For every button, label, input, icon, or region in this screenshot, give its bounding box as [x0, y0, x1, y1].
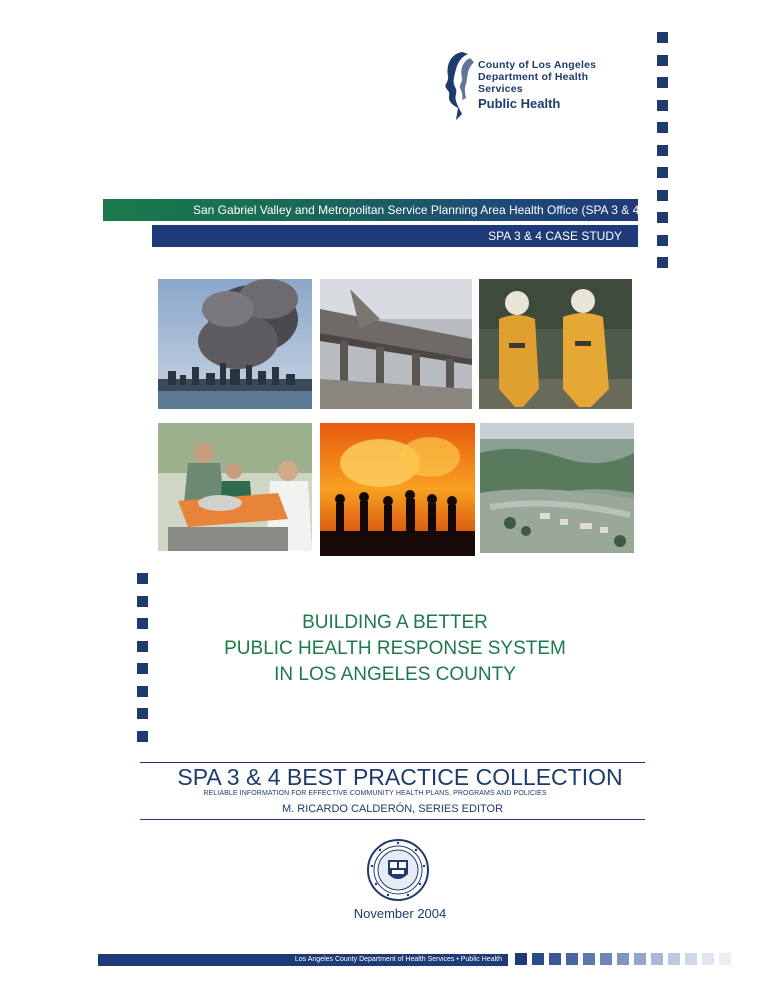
top-rule	[140, 762, 645, 763]
footer-square	[549, 953, 561, 965]
footer-square	[532, 953, 544, 965]
photo-wildfire	[320, 423, 475, 556]
title-line-3: IN LOS ANGELES COUNTY	[274, 664, 516, 685]
series-editor: M. RICARDO CALDERÓN, SERIES EDITOR	[281, 803, 504, 815]
collection-subtitle: RELIABLE INFORMATION FOR EFFECTIVE COMMUNITY HEALTH PLANS, PROGRAMS AND POLICIES	[203, 790, 547, 797]
decor-square	[657, 145, 668, 156]
footer-square	[651, 953, 663, 965]
photo-city-smoke	[158, 279, 312, 409]
decor-square	[657, 55, 668, 66]
case-study-banner: SPA 3 & 4 CASE STUDY	[152, 225, 638, 247]
footer-square	[702, 953, 714, 965]
footer-square	[685, 953, 697, 965]
decor-square	[657, 122, 668, 133]
logo-public-health-text: Public Health	[478, 96, 561, 112]
dhs-logo	[440, 48, 630, 122]
decor-square	[657, 212, 668, 223]
photo-collapsed-freeway	[320, 279, 472, 409]
footer-square	[583, 953, 595, 965]
decor-square	[657, 190, 668, 201]
footer-text: Los Angeles County Department of Health Services • Public Health	[294, 956, 502, 963]
publication-date: November 2004	[353, 906, 447, 921]
decor-square	[657, 32, 668, 43]
photo-flood	[480, 423, 634, 553]
photo-hazmat-responders	[479, 279, 632, 409]
photo-paramedics	[158, 423, 312, 551]
decor-square	[137, 731, 148, 742]
footer-square	[515, 953, 527, 965]
decor-square	[657, 100, 668, 111]
decor-square	[657, 167, 668, 178]
footer-square	[617, 953, 629, 965]
decor-square	[137, 596, 148, 607]
logo-department-text: Department of Health Services	[478, 70, 589, 95]
footer-square	[668, 953, 680, 965]
county-seal-icon	[366, 838, 430, 902]
decor-square	[137, 708, 148, 719]
office-banner: San Gabriel Valley and Metropolitan Service Planning Area Health Office (SPA 3 & 4)	[103, 199, 638, 221]
county-seal	[366, 838, 430, 902]
decor-square	[657, 257, 668, 268]
title-line-1: BUILDING A BETTER	[302, 612, 488, 633]
title-line-2: PUBLIC HEALTH RESPONSE SYSTEM	[224, 638, 566, 659]
footer-square	[634, 953, 646, 965]
footer-square	[566, 953, 578, 965]
bottom-rule	[140, 819, 645, 820]
profile-silhouette-icon	[440, 48, 480, 122]
footer-square	[719, 953, 731, 965]
decor-square	[137, 573, 148, 584]
document-title	[140, 610, 650, 688]
logo-county-text: County of Los Angeles	[478, 59, 597, 71]
collection-title: SPA 3 & 4 BEST PRACTICE COLLECTION	[177, 764, 623, 790]
decor-square	[657, 77, 668, 88]
footer-square	[600, 953, 612, 965]
decor-square	[657, 235, 668, 246]
